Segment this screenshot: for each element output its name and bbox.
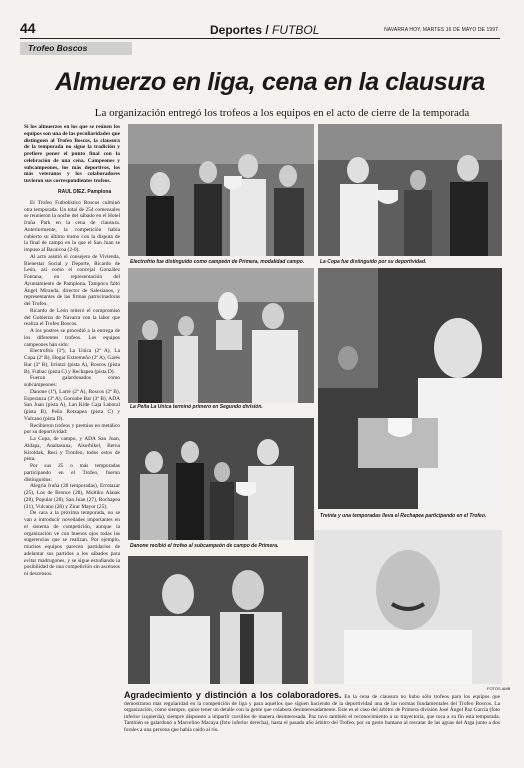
- section-name: Deportes: [210, 23, 263, 37]
- photo-danone: [128, 418, 314, 540]
- body-paragraph: El Trofeo Futbolístico Boscos culminó otra temporada. Un total de 254 comensales se reunieron la noche del sábado en el Hotel Iruña Park en la cena de clausura. Anteriormente, la competición había cubierto su último tramo con la disputa de la final de campo en la que el San Juan se impuso al Bacaicoa (2-0).: [24, 199, 120, 253]
- photo-paz-garcia: [128, 556, 308, 684]
- collaborators-text: En la cena de clausura no hubo sólo trofeos para los equipos que demostraron más regularidad en la competición de liga y para aquellos que siguen haciendo de la deportividad una de las normas fundamentales del Trofeo Boscos. La organización, como siempre, quiso tener un detalle con la gente que colabora desinteresadamente. Este es el caso del árbitro de Primera división José Ángel Paz García (foto inferior izquierda), siempre dispuesto a impartir cursillos de manera desinteresada. Paz tuvo también el reconocimiento a su trayectoria, que toca a su fin esta temporada. También se galardonó a Marcelino Macaya (foto inferior derecha), hasta el pasado año árbitro del Trofeo, por su gesto humano al rescatar de las aguas del Arga junto a dos forales a una persona que había caído al río.: [124, 694, 500, 733]
- body-paragraph: Fueron galardonados como subcampeones:: [24, 375, 120, 388]
- byline: RAUL DIEZ. Pamplona: [58, 188, 112, 195]
- subheadline: La organización entregó los trofeos a los equipos en el acto de cierre de la temporada: [94, 107, 470, 119]
- body-paragraph: Ricardo de León reiteró el compromiso del Gobierno de Navarra con la labor que realiza el Trofeo Boscos.: [24, 307, 120, 328]
- photo-la-copa: [318, 124, 502, 256]
- dateline: NAVARRA HOY, MARTES 16 DE MAYO DE 1997: [384, 27, 498, 33]
- photo-la-unica: [128, 268, 314, 403]
- photo-electrofrio: [128, 124, 314, 256]
- body-paragraph: Danone (1ª), Larre (2ª A), Boscos (2ª B), Esperanza (3ª A), Goroabe Bar (3ª B), ADA San Juan (pista A), Lan Kide Caja Laboral (pista B), Peña Rotxapea (pista C) y Vulcano (pista D).: [24, 388, 120, 422]
- body-paragraph: Por sus 25 o más temporadas participando en el Trofeo, fueron distinguidos:: [24, 463, 120, 483]
- photo-rechapea: [318, 268, 502, 509]
- photo-caption: Electrofrío fue distinguido como campeón de Primera, modalidad campo.: [130, 259, 305, 265]
- body-paragraph: Electrofrío (1ª), La Unica (2ª A), La Copa (2ª B), Hogar Extremeño (3ª A), Garés Bar (3ª B), Irrintzi (pista A), Boscos (pista B), Futbac (pista C) y Rechapea (pista D).: [24, 348, 120, 375]
- kicker-box: [20, 42, 132, 55]
- photo-caption: La Copa fue distinguido por su deportividad.: [320, 259, 427, 265]
- article-column: [24, 124, 120, 578]
- photo-caption: La Peña La Unica terminó primero en Segundo división.: [130, 404, 263, 410]
- page-number: 44: [20, 20, 36, 36]
- section-title: Deportes / FUTBOL: [210, 23, 320, 37]
- body-paragraph: De cara a la próxima temporada, no se van a introducir novedades importantes en el sistema de competición, aunque la organización ve con buenos ojos todas las sugerencias que se realizan. Por ejemplo, muchos equipos parecen partidarios de adelantar sus partidos a los sábados para evitar madrugones, y se sigue estudiando la posibilidad de una competición sin ascensos ni descensos.: [24, 510, 120, 577]
- body-paragraph: A los postres se procedió a la entrega de los diferentes trofeos. Los equipos campeones han sido:: [24, 328, 120, 348]
- photo-caption: Danone recibió el trofeo al subcampeón de campo de Primera.: [130, 543, 279, 549]
- collaborators-title: Agradecimiento y distinción a los colaboradores.: [124, 690, 342, 700]
- photo-caption: Treinta y una temporadas lleva el Rechapea participando en el Trofeo.: [320, 513, 487, 519]
- kicker-text: Trofeo Boscos: [28, 43, 88, 53]
- section-subname: FUTBOL: [272, 23, 320, 37]
- header-rule: [20, 38, 500, 39]
- photo-credit: FOTOS AMB: [487, 686, 511, 691]
- body-paragraph: Alegría Iruña (28 temporadas), Errotazar (25), Los de Bronce (28), Multiko Alaiak (28), Popular (28), San Juan (27), Rochapea (31), Vulcano (28) y Zirar Mayor (25).: [24, 483, 120, 510]
- body-paragraph: La Copa, de campo, y ADA San Juan, Aldapa, Anaitasuna, Alsorbikel, Berna Kiroldak, Resi y Tronfeo, todos estos de pista.: [24, 436, 120, 463]
- lead-paragraph: Si los almuerzos en los que se reúnen los equipos son una de las peculiaridades que distinguen al Trofeo Boscos, la clausura de la temporada no sigue la tradición y prefiere poner el punto final con la celebración de una cena. Campeones y subcampeones, los más deportivos, los más veteranos y los colaboradores tuvieron sus correspondientes trofeos.: [24, 124, 120, 184]
- body-paragraph: Al acto asistió el consejero de Vivienda, Bienestar Social y Deporte, Ricardo de León, así como el concejal González Fontana, en representación del Ayuntamiento de Pamplona. Tampoco faltó Ángel Miranda, director de Salesianos, y representantes de las firmas patrocinadoras del Trofeo.: [24, 253, 120, 307]
- collaborators-box: [124, 690, 500, 733]
- photo-marcelino-macaya: [314, 530, 502, 684]
- body-paragraph: Recibieron trofeos y premios en metálico por su deportividad:: [24, 422, 120, 436]
- headline: Almuerzo en liga, cena en la clausura: [55, 68, 485, 96]
